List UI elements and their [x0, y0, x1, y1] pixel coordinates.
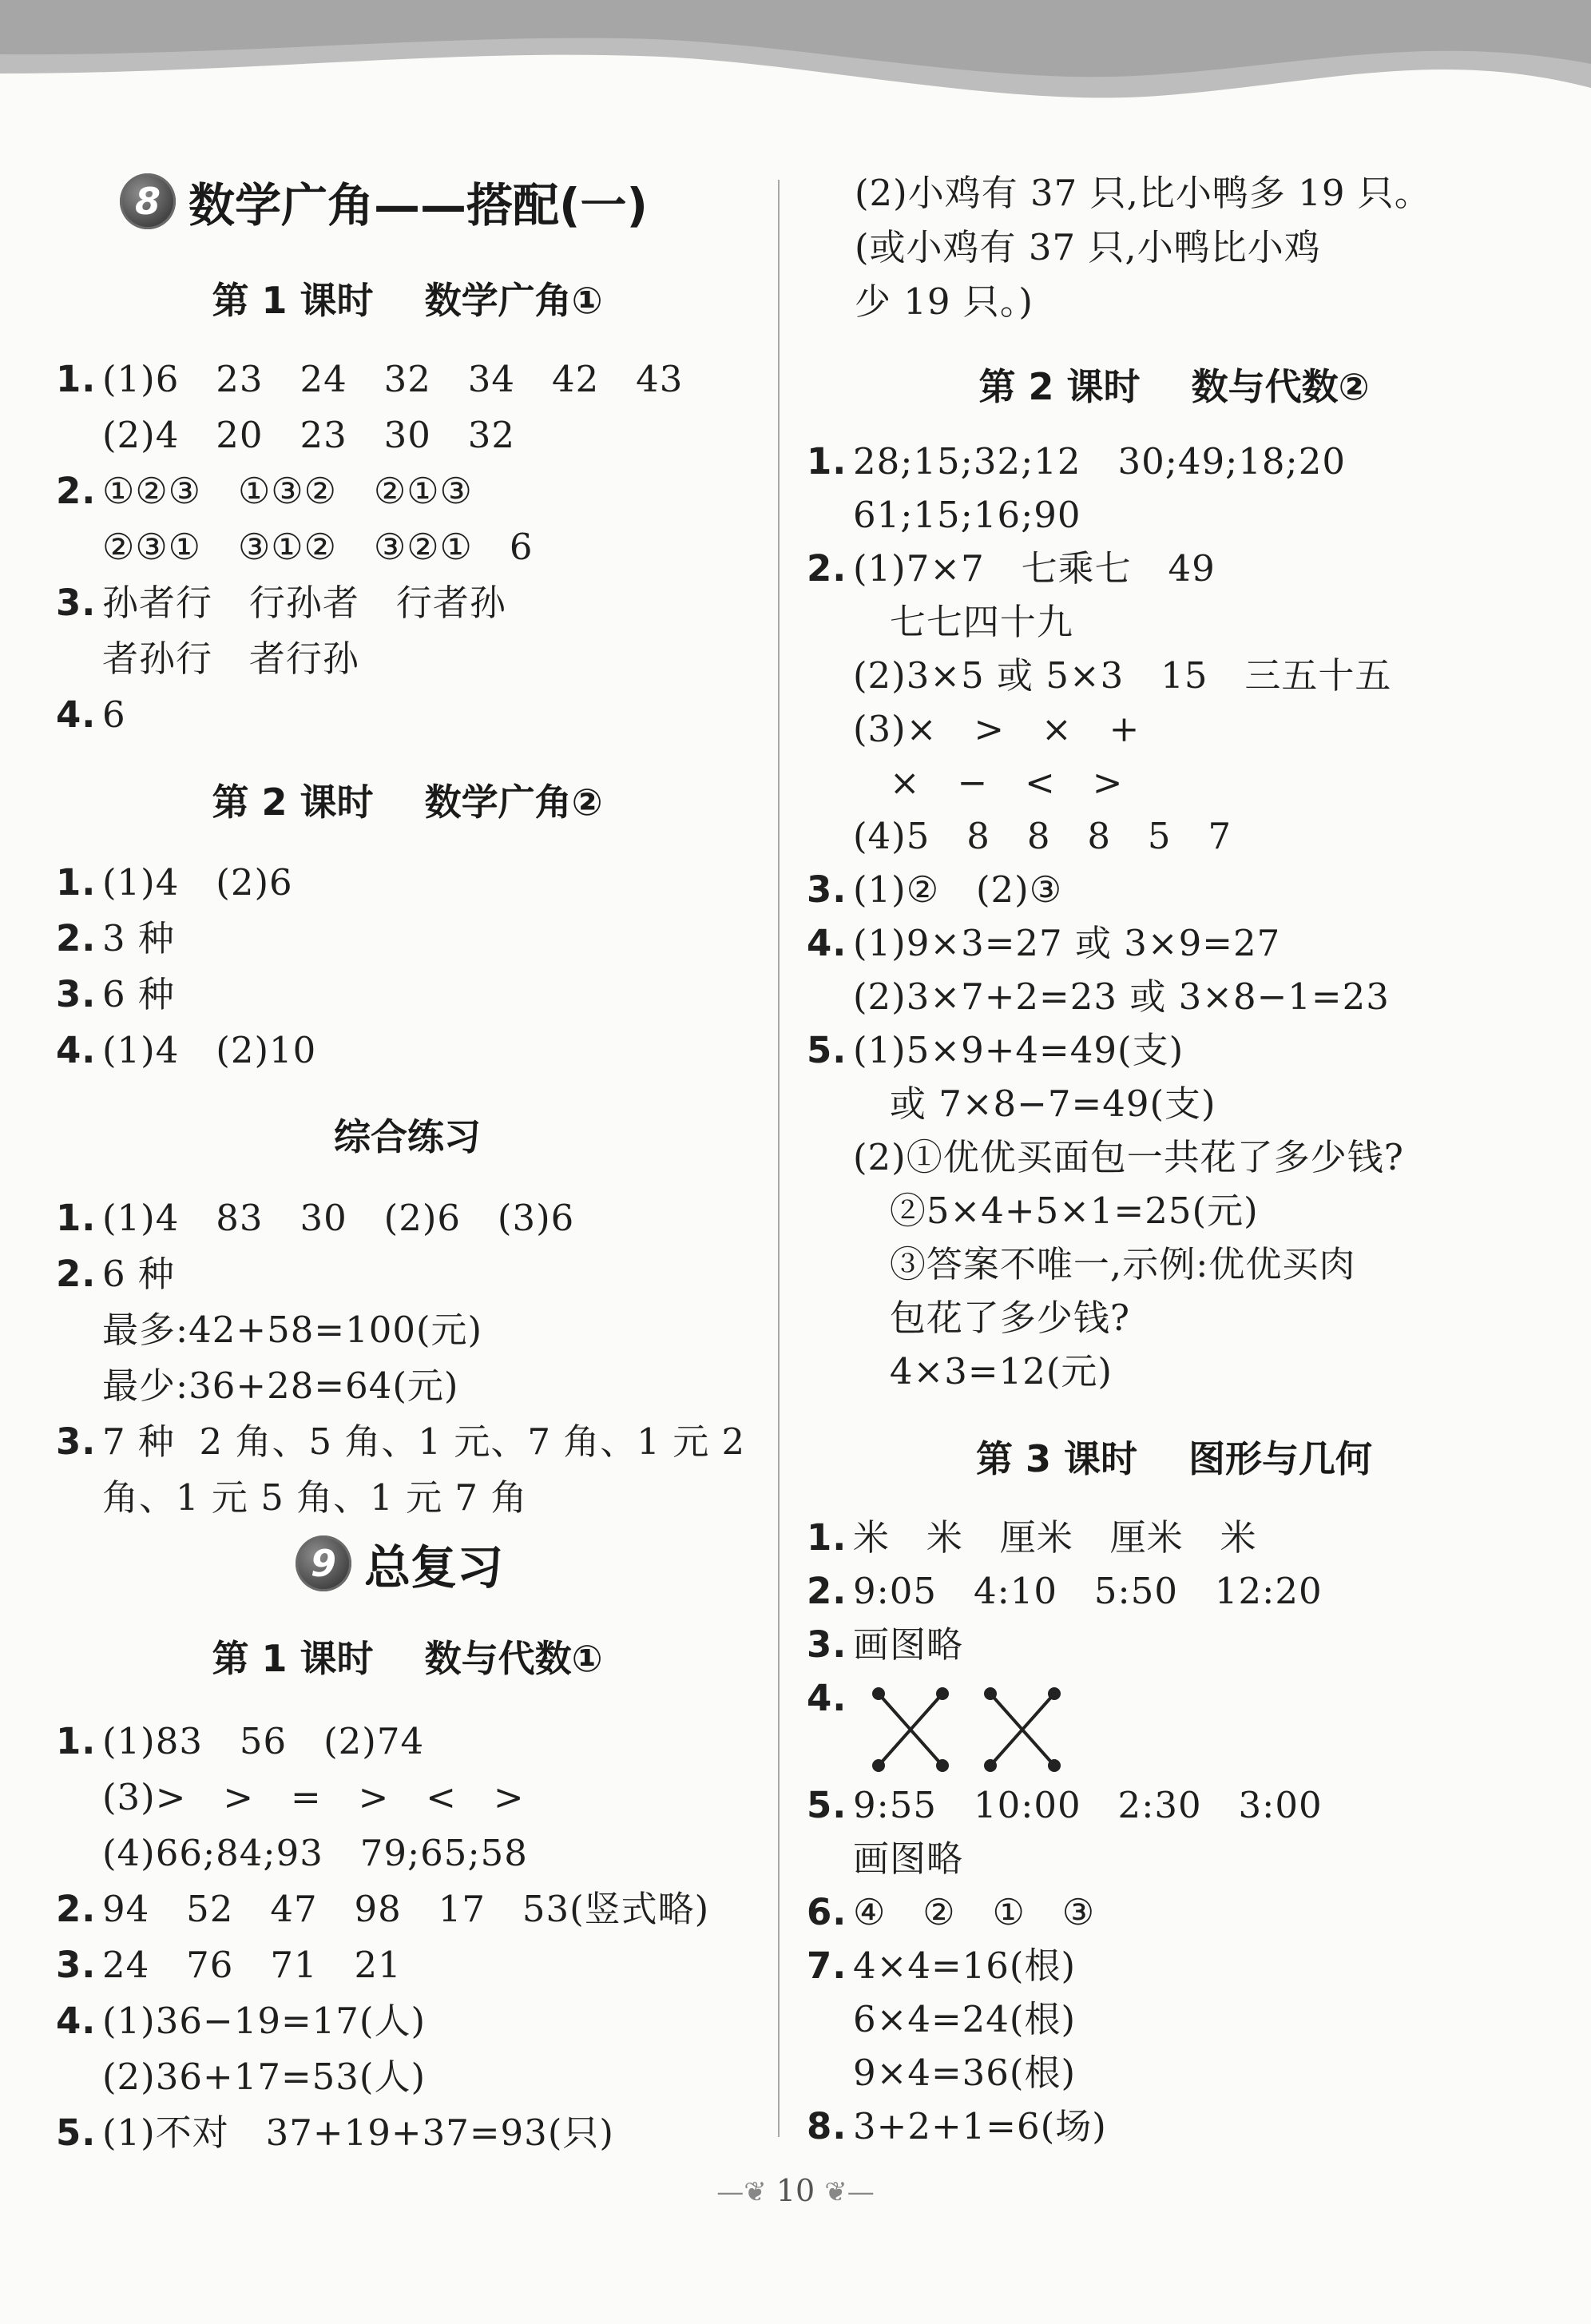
- lesson-heading: 第 1 课时 数与代数①: [212, 1637, 603, 1680]
- question-number: 3.: [56, 973, 97, 1015]
- leaf-ornament-icon: ❦—: [824, 2176, 875, 2208]
- answer-text: (1)36−19=17(人): [102, 2000, 427, 2042]
- question-number: 1.: [56, 358, 97, 400]
- question-number: 2.: [807, 547, 847, 590]
- answer-text: 孙者行 行孙者 行者孙: [102, 582, 506, 624]
- column-divider: [778, 180, 780, 2137]
- section-number-badge: 9: [296, 1535, 351, 1591]
- question-number: 3.: [807, 868, 847, 911]
- question-number: 5.: [807, 1784, 847, 1826]
- answer-text: 61;15;16;90: [853, 494, 1081, 536]
- section-8-title: [120, 168, 823, 235]
- answer-text: ②③① ③①② ③②① 6: [102, 526, 534, 568]
- answer-text: (3)× > × +: [853, 708, 1141, 750]
- answer-text: 7 种 2 角、5 角、1 元、7 角、1 元 2: [102, 1420, 746, 1463]
- question-number: 3.: [56, 1420, 97, 1463]
- question-number: 2.: [56, 1888, 97, 1930]
- question-number: 5.: [807, 1029, 847, 1071]
- question-number: 4.: [56, 1029, 97, 1071]
- page-number: 10: [776, 2173, 815, 2208]
- answer-text: 包花了多少钱?: [853, 1297, 1131, 1339]
- question-number: 8.: [807, 2105, 847, 2147]
- answer-text: 画图略: [853, 1623, 964, 1666]
- answer-line: (或小鸡有 37 只,小鸭比小鸡: [855, 226, 1321, 268]
- answer-text: (1)4 (2)6: [102, 861, 293, 904]
- answer-text: 6×4=24(根): [853, 1998, 1077, 2040]
- answer-line: (2)小鸡有 37 只,比小鸭多 19 只。: [855, 172, 1431, 214]
- answer-text: (1)5×9+4=49(支): [853, 1029, 1184, 1071]
- answer-text: 9×4=36(根): [853, 2052, 1077, 2094]
- answer-text: (2)3×7+2=23 或 3×8−1=23: [853, 975, 1390, 1018]
- question-number: 3.: [56, 582, 97, 624]
- answer-text: 9:05 4:10 5:50 12:20: [853, 1570, 1323, 1612]
- lesson-heading: 第 2 课时 数学广角②: [212, 781, 603, 824]
- answer-text: (2)36+17=53(人): [102, 2056, 427, 2098]
- question-number: 2.: [56, 470, 97, 512]
- answer-text: (1)4 (2)10: [102, 1029, 317, 1071]
- question-number: 4.: [56, 2000, 97, 2042]
- answer-text: (1)4 83 30 (2)6 (3)6: [102, 1197, 575, 1239]
- answer-text: 最多:42+58=100(元): [102, 1309, 483, 1351]
- answer-text: 3 种: [102, 917, 175, 959]
- question-number: 1.: [56, 1720, 97, 1762]
- question-number: 1.: [56, 861, 97, 904]
- question-number: 1.: [807, 440, 847, 483]
- answer-text: (2)4 20 23 30 32: [102, 414, 516, 456]
- question-number: 5.: [56, 2111, 97, 2154]
- answer-text: 角、1 元 5 角、1 元 7 角: [102, 1476, 528, 1519]
- answer-line: 少 19 只。): [855, 280, 1034, 323]
- cross-lines-figure: [871, 1686, 1086, 1774]
- answer-text: 6: [102, 693, 126, 736]
- answer-text: 9:55 10:00 2:30 3:00: [853, 1784, 1323, 1826]
- answer-text: (1)② (2)③: [853, 868, 1063, 911]
- answer-text: ②5×4+5×1=25(元): [853, 1190, 1259, 1232]
- answer-text: (2)①优优买面包一共花了多少钱?: [853, 1136, 1404, 1178]
- answer-text: 4×4=16(根): [853, 1945, 1077, 1987]
- question-number: 4.: [807, 922, 847, 964]
- answer-text: 6 种: [102, 1253, 175, 1295]
- question-number: 1.: [56, 1197, 97, 1239]
- lesson-heading: 第 2 课时 数与代数②: [978, 365, 1370, 408]
- answer-text: ①②③ ①③② ②①③: [102, 470, 473, 512]
- question-number: 3.: [56, 1944, 97, 1986]
- answer-text: 94 52 47 98 17 53(竖式略): [102, 1888, 710, 1930]
- answer-text: ③答案不唯一,示例:优优买肉: [853, 1243, 1356, 1285]
- answer-text: 6 种: [102, 973, 175, 1015]
- answer-text: (1)6 23 24 32 34 42 43: [102, 358, 684, 400]
- answer-text: 七七四十九: [853, 601, 1073, 643]
- question-number: 2.: [56, 1253, 97, 1295]
- section-title: 总复习: [364, 1540, 504, 1595]
- answer-text: ④ ② ① ③: [853, 1891, 1096, 1933]
- answer-text: (3)> > = > < >: [102, 1776, 525, 1818]
- question-number: 7.: [807, 1945, 847, 1987]
- answer-text: 米 米 厘米 厘米 米: [853, 1516, 1257, 1559]
- question-number: 4.: [807, 1677, 847, 1719]
- answer-text: 者孙行 者行孙: [102, 638, 359, 680]
- answer-text: (4)66;84;93 79;65;58: [102, 1832, 528, 1874]
- leaf-ornament-icon: —❦: [716, 2176, 767, 2208]
- question-number: 1.: [807, 1516, 847, 1559]
- question-number: 2.: [807, 1570, 847, 1612]
- section-number-badge: 8: [120, 173, 176, 229]
- question-number: 6.: [807, 1891, 847, 1933]
- answer-text: 4×3=12(元): [853, 1350, 1113, 1392]
- top-wave-decoration: [0, 0, 1591, 120]
- question-number: 2.: [56, 917, 97, 959]
- practice-heading: 综合练习: [334, 1115, 481, 1158]
- answer-text: (1)不对 37+19+37=93(只): [102, 2111, 614, 2154]
- answer-text: (4)5 8 8 8 5 7: [853, 815, 1232, 857]
- page-footer: [0, 2173, 1591, 2208]
- answer-text: (1)83 56 (2)74: [102, 1720, 425, 1762]
- answer-text: (2)3×5 或 5×3 15 三五十五: [853, 654, 1392, 697]
- answer-text: × − < >: [853, 761, 1124, 804]
- answer-text: 24 76 71 21: [102, 1944, 402, 1986]
- answer-text: 3+2+1=6(场): [853, 2105, 1107, 2147]
- answer-text: (1)7×7 七乘七 49: [853, 547, 1216, 590]
- answer-text: (1)9×3=27 或 3×9=27: [853, 922, 1281, 964]
- answer-text: 最少:36+28=64(元): [102, 1365, 459, 1407]
- question-number: 3.: [807, 1623, 847, 1666]
- answer-text: 画图略: [853, 1837, 964, 1880]
- answer-text: 28;15;32;12 30;49;18;20: [853, 440, 1346, 483]
- question-number: 4.: [56, 693, 97, 736]
- section-title: 数学广角——搭配(一): [188, 178, 649, 232]
- lesson-heading: 第 3 课时 图形与几何: [975, 1437, 1373, 1480]
- lesson-heading: 第 1 课时 数学广角①: [212, 279, 603, 322]
- answer-text: 或 7×8−7=49(支): [853, 1083, 1216, 1125]
